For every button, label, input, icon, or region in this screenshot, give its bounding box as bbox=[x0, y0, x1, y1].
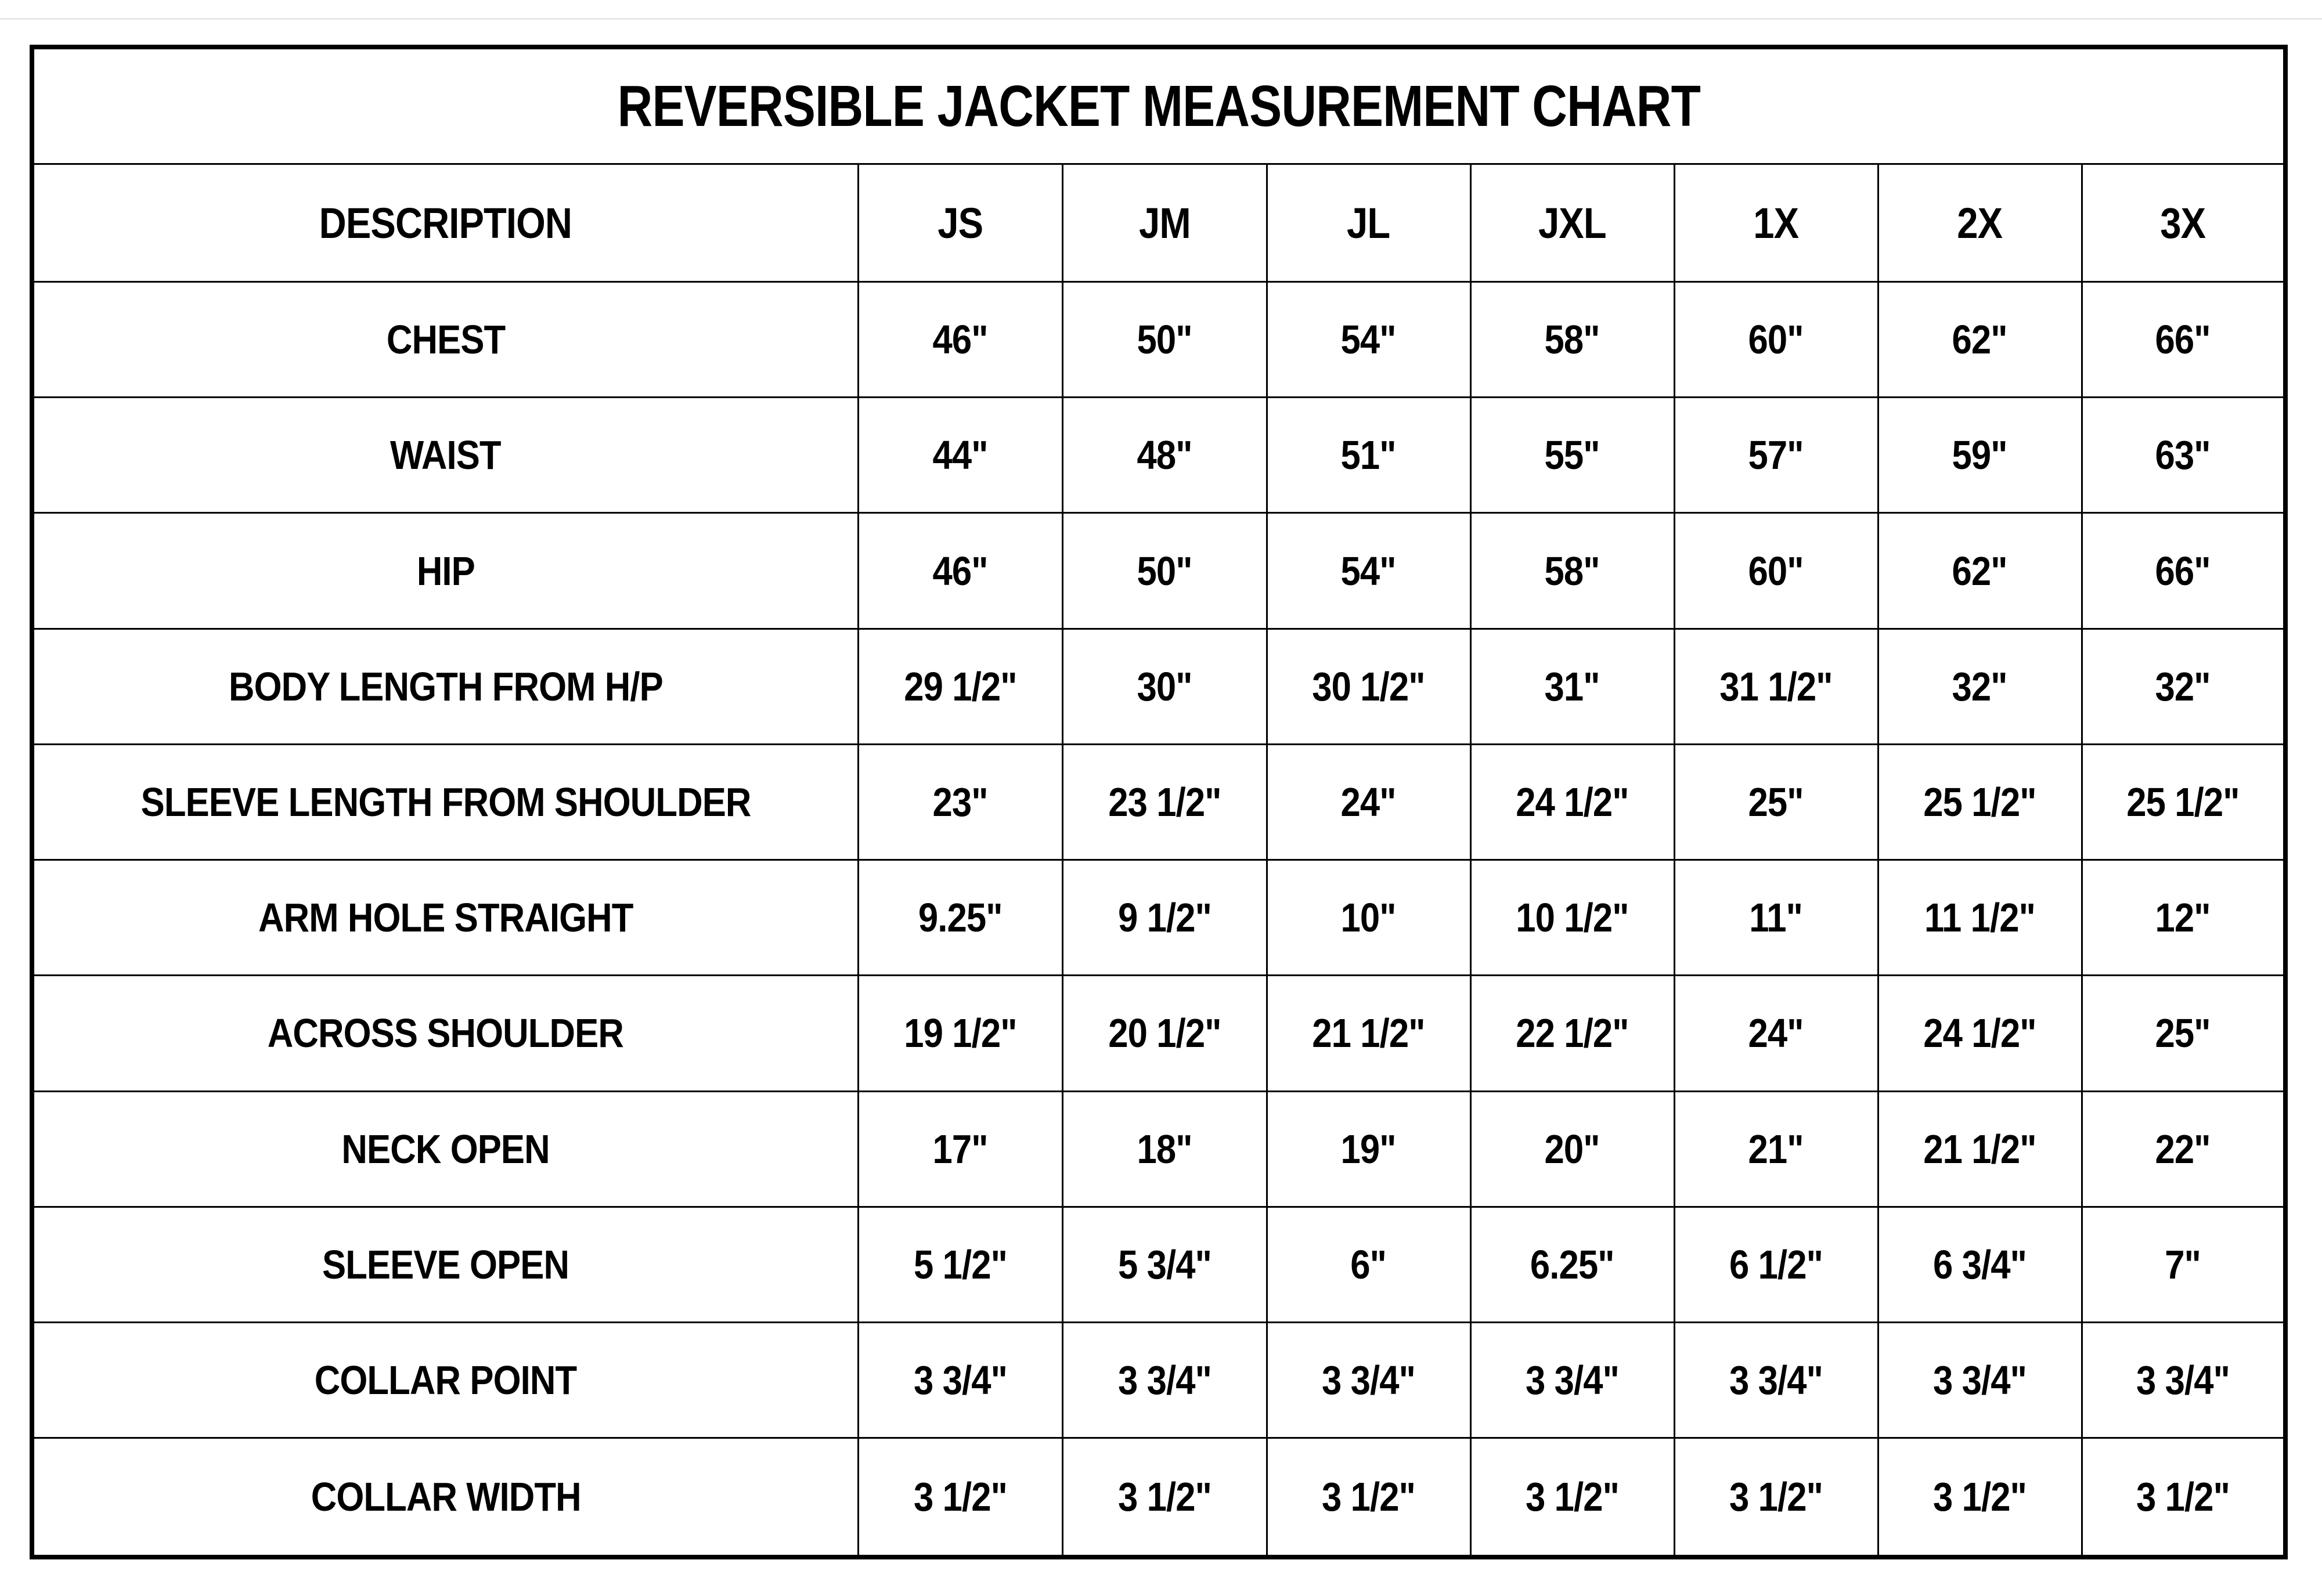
measurement-value: 3 1/2" bbox=[2136, 1474, 2230, 1520]
measurement-cell bbox=[1470, 629, 1674, 744]
measurement-cell bbox=[858, 1438, 1062, 1557]
measurement-cell bbox=[858, 1322, 1062, 1438]
measurement-value: 21" bbox=[1748, 1126, 1804, 1172]
measurement-cell bbox=[1267, 976, 1470, 1091]
measurement-cell bbox=[1470, 398, 1674, 513]
measurement-value: 24" bbox=[1340, 779, 1397, 825]
column-header-2x bbox=[1878, 164, 2082, 282]
measurement-cell bbox=[1062, 398, 1267, 513]
measurement-value: 29 1/2" bbox=[903, 663, 1017, 709]
measurement-value: 9.25" bbox=[918, 895, 1003, 941]
measurement-value: 54" bbox=[1340, 317, 1397, 363]
measurement-cell bbox=[1674, 629, 1878, 744]
measurement-value: 25 1/2" bbox=[2126, 779, 2240, 825]
measurement-cell bbox=[2082, 513, 2285, 629]
measurement-value: 10 1/2" bbox=[1516, 895, 1629, 941]
measurement-cell bbox=[2082, 1438, 2285, 1557]
measurement-value: 57" bbox=[1748, 432, 1804, 478]
measurement-cell bbox=[2082, 1091, 2285, 1207]
measurement-value: 3 1/2" bbox=[913, 1474, 1007, 1520]
measurement-cell bbox=[858, 282, 1062, 398]
measurement-cell bbox=[1878, 1091, 2082, 1207]
measurement-cell bbox=[1470, 1207, 1674, 1322]
row-label-text: SLEEVE LENGTH FROM SHOULDER bbox=[140, 779, 751, 825]
measurement-value: 23" bbox=[932, 779, 988, 825]
measurement-cell bbox=[858, 629, 1062, 744]
measurement-value: 6 3/4" bbox=[1933, 1241, 2027, 1287]
measurement-value: 55" bbox=[1544, 432, 1600, 478]
column-header-jl bbox=[1267, 164, 1470, 282]
header-row bbox=[32, 164, 2285, 282]
measurement-value: 46" bbox=[932, 548, 988, 594]
measurement-value: 50" bbox=[1137, 548, 1192, 594]
measurement-cell bbox=[1267, 398, 1470, 513]
measurement-cell bbox=[2082, 1322, 2285, 1438]
measurement-cell bbox=[1674, 513, 1878, 629]
measurement-value: 3 3/4" bbox=[913, 1357, 1007, 1403]
measurement-cell bbox=[1878, 282, 2082, 398]
measurement-cell bbox=[1267, 513, 1470, 629]
measurement-value: 62" bbox=[1952, 548, 2008, 594]
table-row bbox=[32, 398, 2285, 513]
measurement-cell bbox=[1878, 513, 2082, 629]
measurement-cell bbox=[858, 1207, 1062, 1322]
measurement-cell bbox=[2082, 744, 2285, 860]
measurement-cell bbox=[1674, 1207, 1878, 1322]
measurement-value: 60" bbox=[1748, 317, 1804, 363]
measurement-value: 51" bbox=[1340, 432, 1397, 478]
measurement-cell bbox=[1470, 282, 1674, 398]
measurement-value: 59" bbox=[1952, 432, 2008, 478]
measurement-cell bbox=[1267, 1091, 1470, 1207]
row-label bbox=[32, 976, 858, 1091]
table-body bbox=[32, 282, 2285, 1558]
measurement-cell bbox=[1674, 860, 1878, 976]
measurement-value: 3 3/4" bbox=[1117, 1357, 1212, 1403]
measurement-value: 3 1/2" bbox=[1526, 1474, 1619, 1520]
measurement-cell bbox=[2082, 976, 2285, 1091]
measurement-cell bbox=[1470, 1322, 1674, 1438]
measurement-cell bbox=[1470, 860, 1674, 976]
measurement-value: 17" bbox=[932, 1126, 988, 1172]
column-header-description bbox=[32, 164, 858, 282]
measurement-cell bbox=[1674, 1091, 1878, 1207]
table-row bbox=[32, 1207, 2285, 1322]
column-header-label: 1X bbox=[1753, 198, 1799, 247]
row-label bbox=[32, 513, 858, 629]
measurement-cell bbox=[1062, 860, 1267, 976]
measurement-value: 58" bbox=[1544, 317, 1600, 363]
measurement-cell bbox=[1470, 976, 1674, 1091]
chart-title bbox=[32, 47, 2285, 164]
measurement-cell bbox=[1674, 1438, 1878, 1557]
column-header-1x bbox=[1674, 164, 1878, 282]
row-label-text: CHEST bbox=[386, 317, 505, 363]
row-label-text: SLEEVE OPEN bbox=[322, 1241, 569, 1287]
measurement-value: 30" bbox=[1137, 663, 1192, 709]
table-row bbox=[32, 629, 2285, 744]
measurement-value: 60" bbox=[1748, 548, 1804, 594]
measurement-cell bbox=[1062, 976, 1267, 1091]
measurement-cell bbox=[1062, 1438, 1267, 1557]
measurement-cell bbox=[1878, 398, 2082, 513]
column-header-jm bbox=[1062, 164, 1267, 282]
measurement-value: 31 1/2" bbox=[1719, 663, 1833, 709]
measurement-cell bbox=[1674, 1322, 1878, 1438]
measurement-value: 5 3/4" bbox=[1117, 1241, 1212, 1287]
measurement-cell bbox=[1674, 976, 1878, 1091]
measurement-value: 25 1/2" bbox=[1923, 779, 2036, 825]
measurement-value: 32" bbox=[1952, 663, 2008, 709]
measurement-cell bbox=[1878, 629, 2082, 744]
measurement-value: 3 1/2" bbox=[1117, 1474, 1212, 1520]
measurement-value: 24 1/2" bbox=[1516, 779, 1629, 825]
table-row bbox=[32, 282, 2285, 398]
measurement-cell bbox=[1878, 860, 2082, 976]
measurement-value: 54" bbox=[1340, 548, 1397, 594]
measurement-value: 24" bbox=[1748, 1010, 1804, 1056]
measurement-cell bbox=[1470, 513, 1674, 629]
measurement-value: 3 3/4" bbox=[1322, 1357, 1415, 1403]
table-row bbox=[32, 860, 2285, 976]
table-row bbox=[32, 1322, 2285, 1438]
measurement-value: 3 3/4" bbox=[1729, 1357, 1823, 1403]
row-label-text: BODY LENGTH FROM H/P bbox=[228, 663, 663, 709]
measurement-cell bbox=[2082, 398, 2285, 513]
measurement-cell bbox=[1062, 1091, 1267, 1207]
measurement-value: 18" bbox=[1137, 1126, 1192, 1172]
measurement-value: 3 1/2" bbox=[1933, 1474, 2027, 1520]
measurement-value: 9 1/2" bbox=[1117, 895, 1212, 941]
measurement-cell bbox=[1674, 282, 1878, 398]
measurement-value: 66" bbox=[2155, 317, 2211, 363]
column-header-label: JL bbox=[1347, 198, 1390, 247]
measurement-value: 31" bbox=[1544, 663, 1600, 709]
column-header-3x bbox=[2082, 164, 2285, 282]
measurement-cell bbox=[1674, 744, 1878, 860]
size-chart-table bbox=[30, 45, 2288, 1559]
measurement-cell bbox=[1470, 744, 1674, 860]
measurement-cell bbox=[1878, 1322, 2082, 1438]
measurement-value: 3 1/2" bbox=[1729, 1474, 1823, 1520]
measurement-cell bbox=[1674, 398, 1878, 513]
measurement-cell bbox=[1062, 744, 1267, 860]
column-header-js bbox=[858, 164, 1062, 282]
measurement-cell bbox=[1267, 1207, 1470, 1322]
row-label-text: ARM HOLE STRAIGHT bbox=[258, 895, 633, 941]
measurement-value: 25" bbox=[1748, 779, 1804, 825]
measurement-cell bbox=[1267, 744, 1470, 860]
measurement-value: 10" bbox=[1340, 895, 1397, 941]
measurement-cell bbox=[858, 744, 1062, 860]
measurement-cell bbox=[1267, 282, 1470, 398]
measurement-value: 22 1/2" bbox=[1516, 1010, 1629, 1056]
measurement-value: 3 3/4" bbox=[2136, 1357, 2230, 1403]
measurement-cell bbox=[1267, 860, 1470, 976]
column-header-label: DESCRIPTION bbox=[319, 198, 572, 247]
row-label bbox=[32, 744, 858, 860]
row-label bbox=[32, 860, 858, 976]
measurement-value: 21 1/2" bbox=[1312, 1010, 1425, 1056]
measurement-value: 32" bbox=[2155, 663, 2211, 709]
column-header-label: 2X bbox=[1957, 198, 2003, 247]
measurement-cell bbox=[1470, 1091, 1674, 1207]
title-row bbox=[32, 47, 2285, 164]
measurement-value: 62" bbox=[1952, 317, 2008, 363]
measurement-cell bbox=[2082, 1207, 2285, 1322]
measurement-value: 7" bbox=[2165, 1241, 2201, 1287]
measurement-cell bbox=[1062, 1322, 1267, 1438]
column-header-label: JS bbox=[938, 198, 983, 247]
table-row bbox=[32, 976, 2285, 1091]
measurement-value: 19 1/2" bbox=[903, 1010, 1017, 1056]
measurement-value: 3 3/4" bbox=[1526, 1357, 1619, 1403]
measurement-cell bbox=[2082, 629, 2285, 744]
measurement-value: 22" bbox=[2155, 1126, 2211, 1172]
measurement-value: 12" bbox=[2155, 895, 2211, 941]
row-label bbox=[32, 1322, 858, 1438]
measurement-cell bbox=[1062, 513, 1267, 629]
measurement-value: 21 1/2" bbox=[1923, 1126, 2036, 1172]
column-header-label: JXL bbox=[1538, 198, 1606, 247]
row-label-text: HIP bbox=[416, 548, 475, 594]
measurement-cell bbox=[858, 860, 1062, 976]
row-label bbox=[32, 282, 858, 398]
measurement-cell bbox=[1878, 744, 2082, 860]
row-label-text: WAIST bbox=[390, 432, 502, 478]
column-header-label: JM bbox=[1138, 198, 1191, 247]
measurement-cell bbox=[1267, 1438, 1470, 1557]
row-label bbox=[32, 629, 858, 744]
measurement-cell bbox=[1878, 1207, 2082, 1322]
measurement-cell bbox=[858, 398, 1062, 513]
measurement-cell bbox=[1470, 1438, 1674, 1557]
chart-title-text: REVERSIBLE JACKET MEASUREMENT CHART bbox=[617, 73, 1700, 139]
row-label bbox=[32, 1091, 858, 1207]
measurement-value: 11" bbox=[1749, 895, 1803, 941]
measurement-value: 3 3/4" bbox=[1933, 1357, 2027, 1403]
measurement-cell bbox=[2082, 860, 2285, 976]
measurement-value: 6" bbox=[1350, 1241, 1387, 1287]
row-label bbox=[32, 1438, 858, 1557]
measurement-value: 20 1/2" bbox=[1108, 1010, 1221, 1056]
measurement-cell bbox=[1062, 1207, 1267, 1322]
measurement-value: 19" bbox=[1340, 1126, 1397, 1172]
measurement-value: 5 1/2" bbox=[913, 1241, 1007, 1287]
measurement-value: 11 1/2" bbox=[1924, 895, 2035, 941]
measurement-cell bbox=[858, 1091, 1062, 1207]
row-label-text: NECK OPEN bbox=[341, 1126, 550, 1172]
row-label-text: COLLAR WIDTH bbox=[311, 1474, 581, 1520]
measurement-cell bbox=[858, 513, 1062, 629]
row-label bbox=[32, 398, 858, 513]
measurement-cell bbox=[858, 976, 1062, 1091]
measurement-value: 6.25" bbox=[1530, 1241, 1614, 1287]
measurement-value: 3 1/2" bbox=[1322, 1474, 1415, 1520]
measurement-cell bbox=[1062, 629, 1267, 744]
measurement-value: 30 1/2" bbox=[1312, 663, 1425, 709]
measurement-value: 23 1/2" bbox=[1108, 779, 1221, 825]
measurement-cell bbox=[1878, 1438, 2082, 1557]
measurement-value: 44" bbox=[932, 432, 988, 478]
table-row bbox=[32, 744, 2285, 860]
measurement-value: 50" bbox=[1137, 317, 1192, 363]
measurement-value: 48" bbox=[1137, 432, 1192, 478]
measurement-cell bbox=[1267, 1322, 1470, 1438]
row-label-text: COLLAR POINT bbox=[315, 1357, 577, 1403]
measurement-value: 20" bbox=[1544, 1126, 1600, 1172]
page-top-rule bbox=[0, 18, 2322, 20]
measurement-cell bbox=[1878, 976, 2082, 1091]
measurement-value: 46" bbox=[932, 317, 988, 363]
measurement-cell bbox=[1267, 629, 1470, 744]
column-header-jxl bbox=[1470, 164, 1674, 282]
column-header-label: 3X bbox=[2160, 198, 2206, 247]
measurement-cell bbox=[2082, 282, 2285, 398]
table-row bbox=[32, 513, 2285, 629]
measurement-value: 63" bbox=[2155, 432, 2211, 478]
measurement-value: 58" bbox=[1544, 548, 1600, 594]
measurement-cell bbox=[1062, 282, 1267, 398]
table-row bbox=[32, 1091, 2285, 1207]
row-label-text: ACROSS SHOULDER bbox=[268, 1010, 624, 1056]
measurement-value: 24 1/2" bbox=[1923, 1010, 2036, 1056]
measurement-value: 66" bbox=[2155, 548, 2211, 594]
table-row bbox=[32, 1438, 2285, 1557]
measurement-value: 6 1/2" bbox=[1729, 1241, 1823, 1287]
measurement-value: 25" bbox=[2155, 1010, 2211, 1056]
row-label bbox=[32, 1207, 858, 1322]
